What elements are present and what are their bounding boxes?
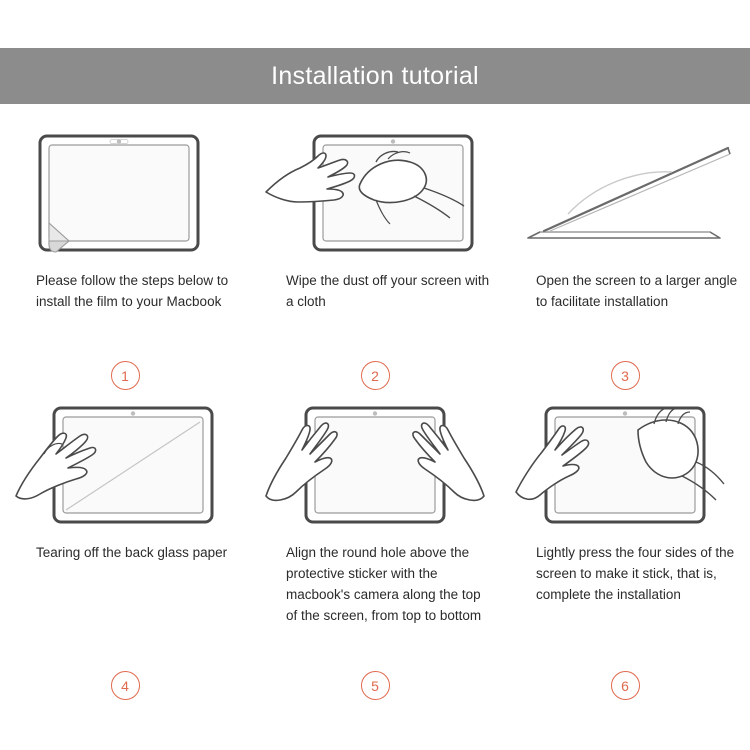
- step-card-4: [0, 400, 250, 700]
- step-4-caption: Tearing off the back glass paper: [36, 545, 228, 560]
- step-2-illustration: [264, 128, 486, 258]
- step-number-badge: 6: [611, 671, 640, 700]
- step-3-number-wrap: [514, 361, 736, 390]
- step-6-number-wrap: [514, 671, 736, 700]
- step-1-caption: Please follow the steps below to install the film to your Macbook: [36, 273, 229, 309]
- step-6-illustration: [514, 400, 736, 530]
- step-3-caption: Open the screen to a larger angle to facilitate installation: [536, 273, 738, 309]
- step-6-caption: Lightly press the four sides of the screen to make it stick, that is, complete the installation: [536, 545, 735, 602]
- step-card-1: [0, 128, 250, 390]
- step-card-2: [250, 128, 500, 390]
- step-4-number-wrap: [14, 671, 236, 700]
- header-bar: [0, 48, 750, 104]
- step-3-illustration: [514, 128, 736, 258]
- step-2-number-wrap: [264, 361, 486, 390]
- step-5-caption: Align the round hole above the protective sticker with the macbook's camera along the top of the screen, from top to bottom: [286, 545, 482, 623]
- step-1-illustration: [14, 128, 236, 258]
- step-5-illustration: [264, 400, 486, 530]
- page-title: Installation tutorial: [271, 61, 479, 90]
- step-4-illustration: [14, 400, 236, 530]
- step-number-badge: 5: [361, 671, 390, 700]
- step-number-badge: 1: [111, 361, 140, 390]
- step-card-5: [250, 400, 500, 700]
- step-card-6: [500, 400, 750, 700]
- step-5-number-wrap: [264, 671, 486, 700]
- step-card-3: [500, 128, 750, 390]
- step-number-badge: 3: [611, 361, 640, 390]
- step-number-badge: 2: [361, 361, 390, 390]
- step-1-number-wrap: [14, 361, 236, 390]
- steps-grid: [0, 128, 750, 700]
- step-2-caption: Wipe the dust off your screen with a cloth: [286, 273, 490, 309]
- step-number-badge: 4: [111, 671, 140, 700]
